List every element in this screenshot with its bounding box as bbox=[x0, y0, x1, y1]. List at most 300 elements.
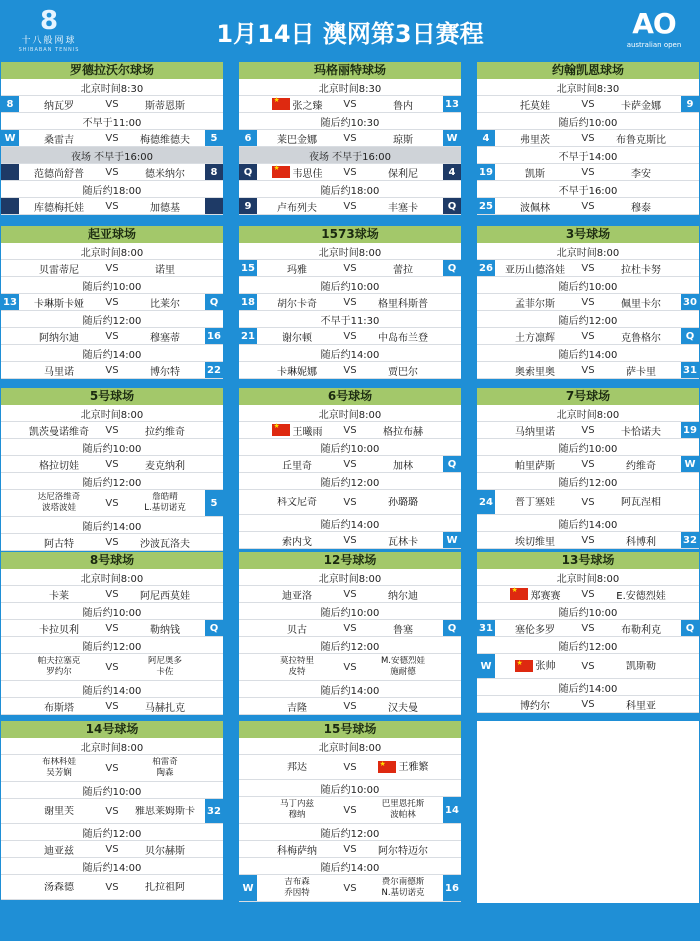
match-row[interactable] bbox=[1, 455, 223, 473]
player-name[interactable] bbox=[257, 699, 337, 714]
player-name[interactable] bbox=[125, 492, 205, 514]
match-row[interactable] bbox=[239, 653, 461, 681]
player-text: 詹皓晴 bbox=[152, 492, 178, 502]
player-name[interactable] bbox=[363, 799, 443, 821]
player-name[interactable] bbox=[601, 457, 681, 472]
seed-badge: 9 bbox=[681, 96, 699, 112]
player-text: 卡萨金娜 bbox=[621, 100, 661, 112]
player-text: 施耐德 bbox=[390, 667, 416, 677]
player-text: 韦思佳 bbox=[292, 168, 323, 180]
player-name[interactable] bbox=[363, 199, 443, 214]
player-name[interactable] bbox=[125, 621, 205, 636]
player-name[interactable] bbox=[19, 806, 99, 817]
player-text: 科里亚 bbox=[626, 700, 656, 712]
seed-badge bbox=[1, 534, 19, 550]
seed-badge bbox=[205, 698, 223, 714]
vs-label: VS bbox=[581, 458, 595, 470]
player-name[interactable] bbox=[257, 877, 337, 899]
match-row[interactable] bbox=[1, 163, 223, 181]
vs-label: VS bbox=[343, 700, 357, 712]
player-text: 张之臻 bbox=[292, 100, 323, 112]
match-row[interactable] bbox=[477, 129, 699, 147]
vs-label: VS bbox=[581, 496, 595, 508]
vs-label: VS bbox=[105, 296, 119, 308]
match-row[interactable] bbox=[239, 697, 461, 715]
time-slot: 北京时间8:00 bbox=[477, 243, 699, 259]
vs-label: VS bbox=[105, 98, 119, 110]
player-text: 卡佐 bbox=[156, 667, 174, 677]
player-name[interactable] bbox=[363, 363, 443, 378]
player-name[interactable] bbox=[363, 656, 443, 678]
match-row[interactable] bbox=[1, 754, 223, 782]
seed-badge bbox=[205, 841, 223, 857]
player-name[interactable] bbox=[125, 587, 205, 602]
player-name[interactable] bbox=[495, 457, 575, 472]
player-name[interactable] bbox=[495, 621, 575, 636]
player-text: 谢里芙 bbox=[44, 805, 74, 817]
seed-badge bbox=[239, 362, 257, 378]
match-row[interactable] bbox=[239, 327, 461, 345]
player-name[interactable] bbox=[363, 842, 443, 857]
player-name[interactable] bbox=[125, 363, 205, 378]
match-row[interactable] bbox=[239, 585, 461, 603]
match-row[interactable] bbox=[477, 695, 699, 713]
player-name[interactable] bbox=[601, 97, 681, 112]
player-name[interactable] bbox=[257, 295, 337, 310]
player-name[interactable] bbox=[363, 761, 443, 773]
seed-badge bbox=[239, 797, 257, 823]
seed-badge bbox=[239, 654, 257, 680]
match-row[interactable] bbox=[1, 840, 223, 858]
seed-badge bbox=[1, 328, 19, 344]
player-name[interactable] bbox=[495, 423, 575, 438]
time-slot: 随后约12:00 bbox=[477, 311, 699, 327]
player-name[interactable] bbox=[601, 621, 681, 636]
player-name[interactable] bbox=[125, 131, 205, 146]
player-name[interactable] bbox=[19, 699, 99, 714]
seed-badge bbox=[205, 534, 223, 550]
court-title: 6号球场 bbox=[239, 388, 461, 405]
match-row[interactable] bbox=[477, 95, 699, 113]
vs-label: VS bbox=[105, 424, 119, 436]
match-row[interactable] bbox=[1, 798, 223, 824]
match-row[interactable] bbox=[1, 653, 223, 681]
match-row[interactable] bbox=[1, 697, 223, 715]
match-row[interactable] bbox=[1, 489, 223, 517]
seed-badge bbox=[205, 198, 223, 214]
player-name[interactable] bbox=[125, 165, 205, 180]
player-name[interactable] bbox=[19, 423, 99, 438]
time-slot: 随后约18:00 bbox=[1, 181, 223, 197]
player-name[interactable] bbox=[601, 533, 681, 548]
match-row[interactable] bbox=[239, 197, 461, 215]
vs-label: VS bbox=[343, 458, 357, 470]
player-text: 鲁内 bbox=[393, 100, 413, 112]
player-name-with-flag bbox=[378, 761, 429, 773]
match-row[interactable] bbox=[1, 619, 223, 637]
player-name[interactable] bbox=[495, 497, 575, 508]
player-text: 汉夫曼 bbox=[388, 702, 418, 714]
player-name[interactable] bbox=[495, 131, 575, 146]
player-text: 鲁塞 bbox=[393, 624, 413, 636]
player-name[interactable] bbox=[257, 423, 337, 438]
player-text: 丘里奇 bbox=[282, 460, 312, 472]
player-text: 土方凛辉 bbox=[515, 332, 555, 344]
player-text: 拉杜卡努 bbox=[621, 264, 661, 276]
player-text: 乔因特 bbox=[284, 888, 310, 898]
time-slot: 随后约12:00 bbox=[1, 824, 223, 840]
player-name[interactable] bbox=[257, 799, 337, 821]
player-name[interactable] bbox=[601, 165, 681, 180]
match-row[interactable] bbox=[477, 259, 699, 277]
player-name[interactable] bbox=[125, 199, 205, 214]
match-row[interactable] bbox=[477, 197, 699, 215]
match-row[interactable] bbox=[1, 129, 223, 147]
player-name[interactable] bbox=[125, 295, 205, 310]
player-name[interactable] bbox=[495, 363, 575, 378]
match-row[interactable] bbox=[239, 293, 461, 311]
player-name[interactable] bbox=[495, 97, 575, 112]
player-text: 帕夫拉塞克 bbox=[37, 656, 81, 666]
player-name[interactable] bbox=[19, 842, 99, 857]
player-name[interactable] bbox=[125, 757, 205, 779]
player-name[interactable] bbox=[363, 457, 443, 472]
match-row[interactable] bbox=[239, 421, 461, 439]
player-name[interactable] bbox=[257, 261, 337, 276]
player-text: 帕里萨斯 bbox=[515, 460, 555, 472]
match-row[interactable] bbox=[1, 293, 223, 311]
seed-badge bbox=[1, 654, 19, 680]
player-name[interactable] bbox=[125, 699, 205, 714]
player-name[interactable] bbox=[363, 699, 443, 714]
match-row[interactable] bbox=[239, 489, 461, 515]
court-card bbox=[477, 552, 699, 713]
player-name[interactable] bbox=[257, 329, 337, 344]
player-name[interactable] bbox=[363, 877, 443, 899]
player-name[interactable] bbox=[257, 533, 337, 548]
seed-badge bbox=[477, 294, 495, 310]
court-title: 1573球场 bbox=[239, 226, 461, 243]
vs-label: VS bbox=[105, 200, 119, 212]
match-row[interactable] bbox=[239, 259, 461, 277]
seed-badge: 24 bbox=[477, 490, 495, 514]
time-slot: 随后约18:00 bbox=[239, 181, 461, 197]
player-name[interactable] bbox=[257, 656, 337, 678]
player-name[interactable] bbox=[257, 199, 337, 214]
match-row[interactable] bbox=[1, 259, 223, 277]
match-row[interactable] bbox=[1, 327, 223, 345]
seed-badge: 15 bbox=[239, 260, 257, 276]
player-name[interactable] bbox=[601, 363, 681, 378]
time-slot: 北京时间8:00 bbox=[239, 405, 461, 421]
court-card bbox=[477, 62, 699, 215]
player-name[interactable] bbox=[19, 131, 99, 146]
match-row[interactable] bbox=[477, 327, 699, 345]
player-name[interactable] bbox=[363, 97, 443, 112]
seed-badge bbox=[1, 755, 19, 781]
player-text: 王曦雨 bbox=[292, 426, 323, 438]
court-card bbox=[1, 226, 223, 379]
seed-badge bbox=[1, 164, 19, 180]
seed-badge bbox=[1, 799, 19, 823]
match-row[interactable] bbox=[239, 619, 461, 637]
player-name[interactable] bbox=[257, 587, 337, 602]
match-row[interactable] bbox=[1, 95, 223, 113]
seed-badge: W bbox=[239, 875, 257, 901]
vs-label: VS bbox=[343, 98, 357, 110]
match-row[interactable] bbox=[239, 531, 461, 549]
player-text: 郑赛赛 bbox=[530, 590, 561, 602]
match-row[interactable] bbox=[477, 653, 699, 679]
player-name[interactable] bbox=[19, 261, 99, 276]
court-card bbox=[477, 226, 699, 379]
match-row[interactable] bbox=[477, 531, 699, 549]
time-slot: 随后约12:00 bbox=[239, 637, 461, 653]
player-name[interactable] bbox=[257, 762, 337, 773]
seed-badge bbox=[477, 362, 495, 378]
seed-badge: 26 bbox=[477, 260, 495, 276]
seed-badge: Q bbox=[681, 620, 699, 636]
seed-badge bbox=[681, 654, 699, 678]
player-name[interactable] bbox=[257, 97, 337, 112]
player-name[interactable] bbox=[19, 363, 99, 378]
player-name[interactable] bbox=[601, 661, 681, 672]
match-row[interactable] bbox=[477, 293, 699, 311]
vs-label: VS bbox=[105, 497, 119, 509]
player-name[interactable] bbox=[19, 199, 99, 214]
player-name[interactable] bbox=[495, 295, 575, 310]
match-row[interactable] bbox=[239, 455, 461, 473]
match-row[interactable] bbox=[477, 361, 699, 379]
player-name[interactable] bbox=[19, 295, 99, 310]
seed-badge bbox=[1, 456, 19, 472]
seed-badge: 32 bbox=[205, 799, 223, 823]
player-text: 穆纳 bbox=[288, 810, 306, 820]
player-name[interactable] bbox=[601, 295, 681, 310]
match-row[interactable] bbox=[477, 619, 699, 637]
seed-badge bbox=[477, 328, 495, 344]
player-text: 保利尼 bbox=[388, 168, 418, 180]
player-text: 约维奇 bbox=[626, 460, 656, 472]
vs-label: VS bbox=[105, 166, 119, 178]
match-row[interactable] bbox=[477, 163, 699, 181]
player-text: 蕾拉 bbox=[393, 264, 413, 276]
player-text: 胡尔卡奇 bbox=[277, 298, 317, 310]
player-name[interactable] bbox=[363, 295, 443, 310]
player-name[interactable] bbox=[601, 329, 681, 344]
player-text: 穆泰 bbox=[631, 202, 651, 214]
time-slot: 随后约10:00 bbox=[1, 782, 223, 798]
seed-badge: W bbox=[443, 130, 461, 146]
player-name[interactable] bbox=[125, 806, 205, 817]
player-name[interactable] bbox=[363, 423, 443, 438]
seed-badge: 32 bbox=[681, 532, 699, 548]
court-title: 罗德拉沃尔球场 bbox=[1, 62, 223, 79]
player-text: L.基切诺克 bbox=[144, 503, 186, 513]
player-name[interactable] bbox=[257, 497, 337, 508]
seed-badge bbox=[443, 362, 461, 378]
player-name[interactable] bbox=[601, 131, 681, 146]
seed-badge bbox=[443, 698, 461, 714]
player-name[interactable] bbox=[601, 423, 681, 438]
vs-label: VS bbox=[581, 98, 595, 110]
player-name[interactable] bbox=[495, 533, 575, 548]
match-row[interactable] bbox=[477, 421, 699, 439]
player-name[interactable] bbox=[601, 497, 681, 508]
player-name[interactable] bbox=[495, 660, 575, 672]
time-slot: 随后约14:00 bbox=[239, 515, 461, 531]
player-name[interactable] bbox=[495, 329, 575, 344]
time-slot: 随后约14:00 bbox=[1, 517, 223, 533]
vs-label: VS bbox=[105, 661, 119, 673]
time-slot: 随后约10:00 bbox=[477, 439, 699, 455]
time-slot: 北京时间8:00 bbox=[1, 569, 223, 585]
player-name[interactable] bbox=[19, 535, 99, 550]
seed-badge bbox=[443, 328, 461, 344]
vs-label: VS bbox=[343, 804, 357, 816]
time-slot: 随后约12:00 bbox=[239, 473, 461, 489]
court-title: 15号球场 bbox=[239, 721, 461, 738]
player-name[interactable] bbox=[601, 697, 681, 712]
china-flag-icon bbox=[378, 761, 396, 773]
court-title: 8号球场 bbox=[1, 552, 223, 569]
match-row[interactable] bbox=[239, 840, 461, 858]
player-text: 吉布森 bbox=[284, 877, 310, 887]
player-name[interactable] bbox=[19, 165, 99, 180]
court-title: 3号球场 bbox=[477, 226, 699, 243]
match-row[interactable] bbox=[1, 533, 223, 551]
player-text: 皮特 bbox=[288, 667, 306, 677]
match-row[interactable] bbox=[239, 754, 461, 780]
player-name[interactable] bbox=[19, 757, 99, 779]
player-name[interactable] bbox=[257, 842, 337, 857]
player-name[interactable] bbox=[19, 882, 99, 893]
player-name[interactable] bbox=[257, 165, 337, 180]
player-name[interactable] bbox=[19, 457, 99, 472]
vs-label: VS bbox=[105, 364, 119, 376]
seed-badge: Q bbox=[239, 164, 257, 180]
seed-badge: 6 bbox=[239, 130, 257, 146]
player-name[interactable] bbox=[495, 587, 575, 602]
match-row[interactable] bbox=[239, 95, 461, 113]
vs-label: VS bbox=[343, 166, 357, 178]
match-row[interactable] bbox=[239, 163, 461, 181]
player-text: 范德尚舒普 bbox=[34, 168, 84, 180]
player-name[interactable] bbox=[363, 621, 443, 636]
match-row[interactable] bbox=[239, 874, 461, 902]
player-text: 阿纳尔迪 bbox=[39, 332, 79, 344]
player-text: 弗里茨 bbox=[520, 134, 550, 146]
player-text: 扎拉祖阿 bbox=[145, 881, 185, 893]
player-name[interactable] bbox=[495, 199, 575, 214]
player-name[interactable] bbox=[257, 363, 337, 378]
player-name[interactable] bbox=[125, 842, 205, 857]
seed-badge bbox=[443, 422, 461, 438]
player-text: 马纳里诺 bbox=[515, 426, 555, 438]
player-name[interactable] bbox=[125, 535, 205, 550]
player-name[interactable] bbox=[125, 882, 205, 893]
player-name[interactable] bbox=[495, 261, 575, 276]
player-name[interactable] bbox=[363, 533, 443, 548]
match-row[interactable] bbox=[1, 585, 223, 603]
time-slot: 随后约14:00 bbox=[477, 345, 699, 361]
player-text: 波帕林 bbox=[390, 810, 416, 820]
vs-label: VS bbox=[581, 424, 595, 436]
player-name[interactable] bbox=[125, 329, 205, 344]
player-name[interactable] bbox=[257, 131, 337, 146]
player-name[interactable] bbox=[495, 165, 575, 180]
seed-badge bbox=[681, 696, 699, 712]
player-text: 梅德维德夫 bbox=[140, 134, 190, 146]
match-row[interactable] bbox=[1, 874, 223, 900]
player-name[interactable] bbox=[363, 261, 443, 276]
player-name[interactable] bbox=[363, 587, 443, 602]
player-name[interactable] bbox=[363, 165, 443, 180]
player-name[interactable] bbox=[601, 199, 681, 214]
player-name[interactable] bbox=[19, 492, 99, 514]
match-row[interactable] bbox=[239, 796, 461, 824]
match-row[interactable] bbox=[477, 455, 699, 473]
match-row[interactable] bbox=[1, 361, 223, 379]
player-name[interactable] bbox=[363, 329, 443, 344]
match-row[interactable] bbox=[1, 421, 223, 439]
player-text: 卡莱 bbox=[49, 590, 69, 602]
player-text: 科博利 bbox=[626, 536, 656, 548]
player-name[interactable] bbox=[257, 621, 337, 636]
player-name[interactable] bbox=[495, 697, 575, 712]
player-name[interactable] bbox=[363, 497, 443, 508]
player-name[interactable] bbox=[125, 261, 205, 276]
match-row[interactable] bbox=[239, 129, 461, 147]
player-name[interactable] bbox=[19, 329, 99, 344]
time-slot: 随后约10:00 bbox=[239, 439, 461, 455]
player-name[interactable] bbox=[19, 656, 99, 678]
time-slot: 北京时间8:00 bbox=[477, 569, 699, 585]
player-text: 巴里恩托斯 bbox=[381, 799, 425, 809]
player-name[interactable] bbox=[19, 587, 99, 602]
player-name[interactable] bbox=[125, 97, 205, 112]
china-flag-icon bbox=[272, 166, 290, 178]
match-row[interactable] bbox=[477, 585, 699, 603]
player-text: 卡恰诺夫 bbox=[621, 426, 661, 438]
player-name[interactable] bbox=[19, 97, 99, 112]
player-name[interactable] bbox=[601, 261, 681, 276]
time-slot: 随后约10:00 bbox=[1, 277, 223, 293]
seed-badge: 5 bbox=[205, 490, 223, 516]
player-name[interactable] bbox=[125, 423, 205, 438]
match-row[interactable] bbox=[477, 489, 699, 515]
time-slot: 随后约10:00 bbox=[239, 603, 461, 619]
seed-badge bbox=[239, 96, 257, 112]
player-text: 库德梅托娃 bbox=[34, 202, 84, 214]
player-name[interactable] bbox=[19, 621, 99, 636]
player-text: 亚历山德洛娃 bbox=[505, 264, 565, 276]
player-name[interactable] bbox=[257, 457, 337, 472]
player-name[interactable] bbox=[601, 587, 681, 602]
player-text: 贝古 bbox=[287, 624, 307, 636]
player-text: 阿尼奥多 bbox=[147, 656, 182, 666]
match-row[interactable] bbox=[239, 361, 461, 379]
player-name[interactable] bbox=[363, 131, 443, 146]
time-slot: 随后约12:00 bbox=[239, 824, 461, 840]
player-name[interactable] bbox=[125, 457, 205, 472]
player-name[interactable] bbox=[125, 656, 205, 678]
player-text: 纳瓦罗 bbox=[44, 100, 74, 112]
seed-badge: 9 bbox=[239, 198, 257, 214]
court-card bbox=[1, 721, 223, 900]
court-title: 12号球场 bbox=[239, 552, 461, 569]
match-row[interactable] bbox=[1, 197, 223, 215]
